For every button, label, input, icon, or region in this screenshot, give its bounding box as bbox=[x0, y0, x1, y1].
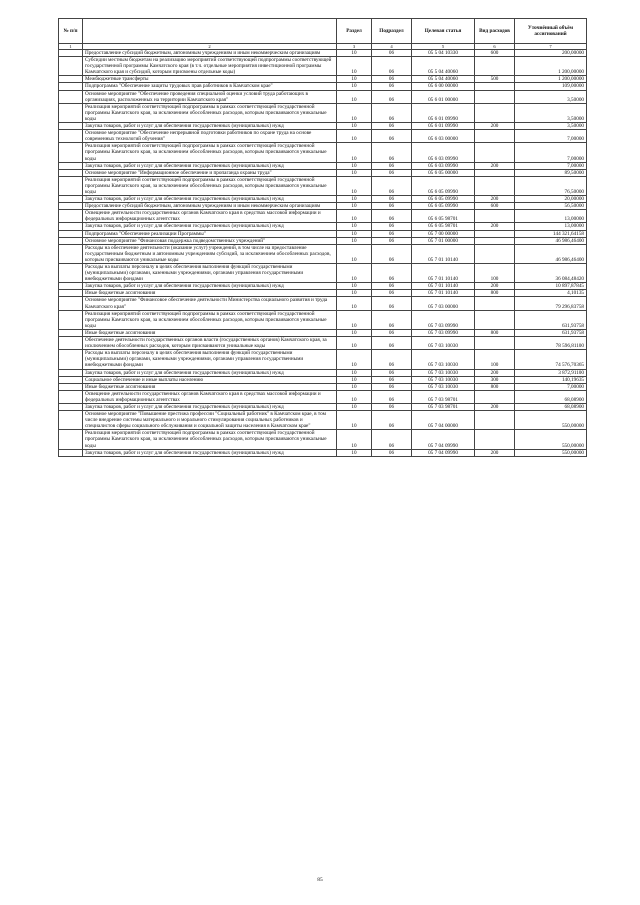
row-razdel: 10 bbox=[337, 210, 372, 223]
row-podrazdel: 06 bbox=[372, 290, 412, 297]
row-statya: 05 6 03 09990 bbox=[412, 143, 475, 162]
row-razdel: 10 bbox=[337, 244, 372, 263]
row-razdel: 10 bbox=[337, 123, 372, 130]
row-number bbox=[59, 83, 83, 90]
table-row bbox=[59, 329, 587, 336]
column-index: 1 bbox=[59, 44, 83, 50]
row-amount: 74 576,70365 bbox=[515, 350, 587, 369]
row-razdel: 10 bbox=[337, 130, 372, 143]
row-name: Основное мероприятие "Финансовое обеспечение деятельности Министерства социального развития и труда Камчатского края" bbox=[83, 297, 337, 310]
row-razdel: 10 bbox=[337, 169, 372, 176]
table-row bbox=[59, 337, 587, 350]
row-name: Освещение деятельности государственных органов Камчатского края в средствах массовой информации и федеральных информационных агентствах bbox=[83, 390, 337, 403]
row-number bbox=[59, 210, 83, 223]
row-statya: 05 6 00 00000 bbox=[412, 83, 475, 90]
table-row bbox=[59, 369, 587, 376]
row-number bbox=[59, 383, 83, 390]
row-podrazdel: 06 bbox=[372, 411, 412, 430]
row-podrazdel: 06 bbox=[372, 83, 412, 90]
row-razdel: 10 bbox=[337, 203, 372, 210]
row-amount: 4,10135 bbox=[515, 290, 587, 297]
table-row bbox=[59, 230, 587, 237]
row-number bbox=[59, 237, 83, 244]
row-razdel: 10 bbox=[337, 264, 372, 283]
row-amount: 46 986,46400 bbox=[515, 244, 587, 263]
row-statya: 05 7 01 10140 bbox=[412, 244, 475, 263]
row-podrazdel: 06 bbox=[372, 383, 412, 390]
row-razdel: 10 bbox=[337, 350, 372, 369]
table-row bbox=[59, 290, 587, 297]
table-row bbox=[59, 196, 587, 203]
row-razdel: 10 bbox=[337, 83, 372, 90]
table-row bbox=[59, 123, 587, 130]
row-vid: 100 bbox=[475, 264, 515, 283]
row-vid: 800 bbox=[475, 290, 515, 297]
table-row bbox=[59, 264, 587, 283]
row-vid: 800 bbox=[475, 383, 515, 390]
row-razdel: 10 bbox=[337, 411, 372, 430]
row-vid: 200 bbox=[475, 223, 515, 230]
row-number bbox=[59, 350, 83, 369]
row-vid: 800 bbox=[475, 329, 515, 336]
header-razdel: Раздел bbox=[337, 19, 372, 44]
row-statya: 05 7 03 10030 bbox=[412, 369, 475, 376]
row-statya: 05 7 04 09990 bbox=[412, 449, 475, 456]
table-row bbox=[59, 390, 587, 403]
row-name: Субсидии местным бюджетам на реализацию мероприятий соответствующей подпрограммы соответствующей государственной программы Камчатского края (в т.ч. отдельные мероприятия инвестиционной программы Камчатского края и субсидий, которым присвоены отдельные коды) bbox=[83, 57, 337, 76]
row-podrazdel: 06 bbox=[372, 350, 412, 369]
row-number bbox=[59, 290, 83, 297]
budget-sheet bbox=[58, 18, 586, 457]
row-razdel: 10 bbox=[337, 50, 372, 57]
row-vid: 200 bbox=[475, 283, 515, 290]
row-statya: 05 6 03 00000 bbox=[412, 130, 475, 143]
row-statya: 05 5 04 40060 bbox=[412, 57, 475, 76]
row-statya: 05 7 00 00000 bbox=[412, 230, 475, 237]
row-number bbox=[59, 223, 83, 230]
row-podrazdel: 06 bbox=[372, 162, 412, 169]
header-podrazdel: Подраздел bbox=[372, 19, 412, 44]
row-amount: 631,93758 bbox=[515, 310, 587, 329]
row-podrazdel: 06 bbox=[372, 143, 412, 162]
row-statya: 05 7 03 98701 bbox=[412, 390, 475, 403]
row-statya: 05 7 03 00000 bbox=[412, 297, 475, 310]
row-vid: 500 bbox=[475, 76, 515, 83]
row-statya: 05 7 04 00000 bbox=[412, 411, 475, 430]
row-razdel: 10 bbox=[337, 383, 372, 390]
row-vid: 200 bbox=[475, 162, 515, 169]
row-number bbox=[59, 50, 83, 57]
row-amount: 550,00000 bbox=[515, 449, 587, 456]
row-podrazdel: 06 bbox=[372, 123, 412, 130]
table-row bbox=[59, 383, 587, 390]
row-amount: 68,08900 bbox=[515, 390, 587, 403]
row-vid bbox=[475, 169, 515, 176]
row-number bbox=[59, 337, 83, 350]
row-vid bbox=[475, 297, 515, 310]
row-number bbox=[59, 329, 83, 336]
row-statya: 05 7 03 10030 bbox=[412, 383, 475, 390]
row-razdel: 10 bbox=[337, 390, 372, 403]
row-name: Расходы на обеспечение деятельности (оказание услуг) учреждений, в том числе на предоставление государственным бюджетным и автономным учреждениям субсидий, за исключением обособленных расходов, которым присваиваются уникальные коды bbox=[83, 244, 337, 263]
table-body bbox=[59, 50, 587, 457]
header-amount: Уточнённый объём ассигнований bbox=[515, 19, 587, 44]
table-row bbox=[59, 449, 587, 456]
row-name: Межбюджетные трансферты bbox=[83, 76, 337, 83]
table-row bbox=[59, 223, 587, 230]
row-podrazdel: 06 bbox=[372, 449, 412, 456]
table-row bbox=[59, 237, 587, 244]
row-podrazdel: 06 bbox=[372, 376, 412, 383]
row-name: Закупка товаров, работ и услуг для обеспечения государственных (муниципальных) нужд bbox=[83, 369, 337, 376]
column-index: 4 bbox=[372, 44, 412, 50]
row-amount: 631,93758 bbox=[515, 329, 587, 336]
row-vid bbox=[475, 230, 515, 237]
row-number bbox=[59, 244, 83, 263]
row-name: Иные бюджетные ассигнования bbox=[83, 329, 337, 336]
row-name: Реализация мероприятий соответствующей подпрограммы в рамках соответствующей государственной программы Камчатского края, за исключением обособленных расходов, которым присваиваются уникальные коды bbox=[83, 430, 337, 449]
row-vid bbox=[475, 310, 515, 329]
row-razdel: 10 bbox=[337, 329, 372, 336]
row-podrazdel: 06 bbox=[372, 337, 412, 350]
row-amount: 68,08900 bbox=[515, 403, 587, 410]
row-razdel: 10 bbox=[337, 162, 372, 169]
row-name: Обеспечение деятельности государственных органов власти (государственных органов) Камчатского края, за исключением обособленных расходов, которым присваиваются уникальные коды bbox=[83, 337, 337, 350]
header-row bbox=[59, 19, 587, 44]
row-number bbox=[59, 376, 83, 383]
header-statya: Целевая статья bbox=[412, 19, 475, 44]
row-vid bbox=[475, 390, 515, 403]
row-podrazdel: 06 bbox=[372, 390, 412, 403]
row-razdel: 10 bbox=[337, 310, 372, 329]
budget-table bbox=[58, 18, 587, 457]
row-podrazdel: 06 bbox=[372, 130, 412, 143]
row-name: Расходы на выплаты персоналу в целях обеспечения выполнения функций государственными (муниципальными) органами, казенными учреждениями, органами управления государственными внебюджетными фондами bbox=[83, 264, 337, 283]
row-statya: 05 6 05 00000 bbox=[412, 169, 475, 176]
row-amount: 550,00000 bbox=[515, 430, 587, 449]
row-statya: 05 7 01 10140 bbox=[412, 264, 475, 283]
row-podrazdel: 06 bbox=[372, 297, 412, 310]
row-podrazdel: 06 bbox=[372, 57, 412, 76]
row-podrazdel: 06 bbox=[372, 430, 412, 449]
row-number bbox=[59, 297, 83, 310]
column-index: 3 bbox=[337, 44, 372, 50]
row-number bbox=[59, 176, 83, 195]
row-name: Закупка товаров, работ и услуг для обеспечения государственных (муниципальных) нужд bbox=[83, 403, 337, 410]
table-row bbox=[59, 83, 587, 90]
table-row bbox=[59, 283, 587, 290]
row-statya: 05 7 04 09990 bbox=[412, 430, 475, 449]
header-vid: Вид расходов bbox=[475, 19, 515, 44]
row-number bbox=[59, 411, 83, 430]
row-amount: 109,00000 bbox=[515, 83, 587, 90]
row-amount: 200,00000 bbox=[515, 50, 587, 57]
table-row bbox=[59, 244, 587, 263]
row-amount: 3,50000 bbox=[515, 123, 587, 130]
row-podrazdel: 06 bbox=[372, 237, 412, 244]
row-number bbox=[59, 449, 83, 456]
table-row bbox=[59, 176, 587, 195]
row-amount: 144 321,64158 bbox=[515, 230, 587, 237]
row-number bbox=[59, 230, 83, 237]
row-amount: 76,50000 bbox=[515, 176, 587, 195]
row-number bbox=[59, 103, 83, 122]
row-podrazdel: 06 bbox=[372, 329, 412, 336]
row-statya: 05 7 01 00000 bbox=[412, 237, 475, 244]
row-vid: 600 bbox=[475, 50, 515, 57]
row-amount: 7,00000 bbox=[515, 130, 587, 143]
row-statya: 05 6 01 09990 bbox=[412, 103, 475, 122]
row-razdel: 10 bbox=[337, 369, 372, 376]
row-statya: 05 7 03 09990 bbox=[412, 310, 475, 329]
table-row bbox=[59, 403, 587, 410]
row-name: Закупка товаров, работ и услуг для обеспечения государственных (муниципальных) нужд bbox=[83, 123, 337, 130]
row-razdel: 10 bbox=[337, 297, 372, 310]
row-razdel: 10 bbox=[337, 449, 372, 456]
row-number bbox=[59, 369, 83, 376]
row-vid bbox=[475, 90, 515, 103]
row-vid: 100 bbox=[475, 350, 515, 369]
row-number bbox=[59, 310, 83, 329]
row-amount: 1 200,00000 bbox=[515, 57, 587, 76]
row-name: Освещение деятельности государственных органов Камчатского края в средствах массовой информации и федеральных информационных агентствах bbox=[83, 210, 337, 223]
row-vid bbox=[475, 103, 515, 122]
row-statya: 05 6 05 98701 bbox=[412, 210, 475, 223]
row-number bbox=[59, 403, 83, 410]
row-name: Закупка товаров, работ и услуг для обеспечения государственных (муниципальных) нужд bbox=[83, 449, 337, 456]
row-name: Реализация мероприятий соответствующей подпрограммы в рамках соответствующей государственной программы Камчатского края, за исключением обособленных расходов, которым присваиваются уникальные коды bbox=[83, 310, 337, 329]
column-index: 6 bbox=[475, 44, 515, 50]
row-podrazdel: 06 bbox=[372, 403, 412, 410]
row-razdel: 10 bbox=[337, 103, 372, 122]
table-row bbox=[59, 162, 587, 169]
row-name: Основное мероприятие "Обеспечение проведения специальной оценки условий труда работающих в организациях, расположенных на территории Камчатского края" bbox=[83, 90, 337, 103]
row-number bbox=[59, 169, 83, 176]
row-razdel: 10 bbox=[337, 337, 372, 350]
table-row bbox=[59, 50, 587, 57]
row-razdel: 10 bbox=[337, 237, 372, 244]
row-vid bbox=[475, 337, 515, 350]
row-razdel: 10 bbox=[337, 176, 372, 195]
table-row bbox=[59, 350, 587, 369]
row-amount: 79 296,83758 bbox=[515, 297, 587, 310]
table-row bbox=[59, 169, 587, 176]
row-vid bbox=[475, 176, 515, 195]
row-amount: 7,00000 bbox=[515, 383, 587, 390]
table-row bbox=[59, 411, 587, 430]
row-razdel: 10 bbox=[337, 76, 372, 83]
row-statya: 05 6 05 09990 bbox=[412, 203, 475, 210]
row-name: Закупка товаров, работ и услуг для обеспечения государственных (муниципальных) нужд bbox=[83, 223, 337, 230]
row-name: Предоставление субсидий бюджетным, автономным учреждениям и иным некоммерческим организациям bbox=[83, 50, 337, 57]
row-amount: 20,00000 bbox=[515, 196, 587, 203]
row-vid bbox=[475, 83, 515, 90]
row-amount: 7,00000 bbox=[515, 143, 587, 162]
row-vid bbox=[475, 237, 515, 244]
row-name: Закупка товаров, работ и услуг для обеспечения государственных (муниципальных) нужд bbox=[83, 196, 337, 203]
row-statya: 05 6 03 09990 bbox=[412, 162, 475, 169]
row-vid bbox=[475, 57, 515, 76]
row-vid: 200 bbox=[475, 123, 515, 130]
row-statya: 05 7 03 10030 bbox=[412, 376, 475, 383]
table-row bbox=[59, 130, 587, 143]
row-statya: 05 7 01 10140 bbox=[412, 283, 475, 290]
row-podrazdel: 06 bbox=[372, 310, 412, 329]
row-razdel: 10 bbox=[337, 290, 372, 297]
row-name: Подпрограмма "Обеспечение защиты трудовых прав работников в Камчатском крае" bbox=[83, 83, 337, 90]
row-statya: 05 7 03 98701 bbox=[412, 403, 475, 410]
table-row bbox=[59, 103, 587, 122]
row-number bbox=[59, 196, 83, 203]
row-statya: 05 5 04 10330 bbox=[412, 50, 475, 57]
row-podrazdel: 06 bbox=[372, 244, 412, 263]
column-index: 5 bbox=[412, 44, 475, 50]
row-amount: 3 872,91100 bbox=[515, 369, 587, 376]
row-razdel: 10 bbox=[337, 143, 372, 162]
row-amount: 1 200,00000 bbox=[515, 76, 587, 83]
row-statya: 05 6 05 09990 bbox=[412, 176, 475, 195]
row-name: Иные бюджетные ассигнования bbox=[83, 290, 337, 297]
row-vid bbox=[475, 210, 515, 223]
row-number bbox=[59, 90, 83, 103]
row-amount: 10 897,87845 bbox=[515, 283, 587, 290]
row-name: Предоставление субсидий бюджетным, автономным учреждениям и иным некоммерческим организациям bbox=[83, 203, 337, 210]
header-name bbox=[83, 19, 337, 44]
table-row bbox=[59, 210, 587, 223]
row-number bbox=[59, 283, 83, 290]
row-podrazdel: 06 bbox=[372, 176, 412, 195]
row-vid: 600 bbox=[475, 203, 515, 210]
row-statya: 05 5 04 40060 bbox=[412, 76, 475, 83]
row-podrazdel: 06 bbox=[372, 169, 412, 176]
table-row bbox=[59, 376, 587, 383]
table-row bbox=[59, 143, 587, 162]
row-amount: 3,50000 bbox=[515, 103, 587, 122]
row-name: Реализация мероприятий соответствующей подпрограммы в рамках соответствующей государственной программы Камчатского края, за исключением обособленных расходов, которым присваиваются уникальные коды bbox=[83, 103, 337, 122]
row-number bbox=[59, 76, 83, 83]
row-podrazdel: 06 bbox=[372, 90, 412, 103]
row-vid: 300 bbox=[475, 376, 515, 383]
row-razdel: 10 bbox=[337, 376, 372, 383]
page-number: 85 bbox=[317, 877, 323, 883]
table-row bbox=[59, 76, 587, 83]
row-name: Основное мероприятие "Информационное обеспечение и пропаганда охраны труда" bbox=[83, 169, 337, 176]
row-statya: 05 7 03 10030 bbox=[412, 337, 475, 350]
row-razdel: 10 bbox=[337, 57, 372, 76]
row-vid: 200 bbox=[475, 196, 515, 203]
row-razdel: 10 bbox=[337, 223, 372, 230]
table-row bbox=[59, 310, 587, 329]
row-name: Иные бюджетные ассигнования bbox=[83, 383, 337, 390]
row-podrazdel: 06 bbox=[372, 210, 412, 223]
row-amount: 550,00000 bbox=[515, 411, 587, 430]
row-number bbox=[59, 130, 83, 143]
column-index: 7 bbox=[515, 44, 587, 50]
row-vid bbox=[475, 130, 515, 143]
row-razdel: 10 bbox=[337, 230, 372, 237]
row-amount: 13,00000 bbox=[515, 223, 587, 230]
row-razdel: 10 bbox=[337, 430, 372, 449]
row-amount: 56,50000 bbox=[515, 203, 587, 210]
row-podrazdel: 06 bbox=[372, 203, 412, 210]
row-name: Основное мероприятие "Повышение престижа профессии "Социальный работник" в Камчатском крае, в том числе внедрение системы материального и морального стимулирования социальных работников и специалистов сферы социального обслуживания и социальной защиты населения в Камчатском крае" bbox=[83, 411, 337, 430]
row-number bbox=[59, 264, 83, 283]
row-name: Закупка товаров, работ и услуг для обеспечения государственных (муниципальных) нужд bbox=[83, 162, 337, 169]
row-statya: 05 7 03 09990 bbox=[412, 329, 475, 336]
row-statya: 05 6 05 09990 bbox=[412, 196, 475, 203]
row-razdel: 10 bbox=[337, 90, 372, 103]
row-podrazdel: 06 bbox=[372, 283, 412, 290]
row-name: Расходы на выплаты персоналу в целях обеспечения выполнения функций государственными (муниципальными) органами, казенными учреждениями, органами управления государственными внебюджетными фондами bbox=[83, 350, 337, 369]
row-amount: 78 596,81100 bbox=[515, 337, 587, 350]
row-number bbox=[59, 430, 83, 449]
row-vid bbox=[475, 411, 515, 430]
row-podrazdel: 06 bbox=[372, 230, 412, 237]
row-vid: 200 bbox=[475, 403, 515, 410]
row-vid: 200 bbox=[475, 449, 515, 456]
row-number bbox=[59, 390, 83, 403]
column-index: 2 bbox=[83, 44, 337, 50]
row-name: Основное мероприятие "Финансовая поддержка подведомственных учреждений" bbox=[83, 237, 337, 244]
row-statya: 05 7 01 10140 bbox=[412, 290, 475, 297]
row-name: Реализация мероприятий соответствующей подпрограммы в рамках соответствующей государственной программы Камчатского края, за исключением обособленных расходов, которым присваиваются уникальные коды bbox=[83, 143, 337, 162]
row-name: Основное мероприятие "Обеспечение непрерывной подготовки работников по охране труда на основе современных технологий обучения" bbox=[83, 130, 337, 143]
row-name: Социальное обеспечение и иные выплаты населению bbox=[83, 376, 337, 383]
row-podrazdel: 06 bbox=[372, 103, 412, 122]
row-podrazdel: 06 bbox=[372, 369, 412, 376]
row-podrazdel: 06 bbox=[372, 264, 412, 283]
table-row bbox=[59, 430, 587, 449]
row-number bbox=[59, 162, 83, 169]
row-vid: 200 bbox=[475, 369, 515, 376]
row-amount: 140,19635 bbox=[515, 376, 587, 383]
row-vid bbox=[475, 244, 515, 263]
row-number bbox=[59, 123, 83, 130]
row-number bbox=[59, 203, 83, 210]
row-amount: 46 986,46400 bbox=[515, 237, 587, 244]
row-amount: 7,00000 bbox=[515, 162, 587, 169]
table-row bbox=[59, 90, 587, 103]
row-number bbox=[59, 143, 83, 162]
row-razdel: 10 bbox=[337, 196, 372, 203]
row-statya: 05 6 01 09990 bbox=[412, 123, 475, 130]
row-number bbox=[59, 57, 83, 76]
row-razdel: 10 bbox=[337, 283, 372, 290]
row-podrazdel: 06 bbox=[372, 223, 412, 230]
row-statya: 05 6 01 00000 bbox=[412, 90, 475, 103]
row-name: Реализация мероприятий соответствующей подпрограммы в рамках соответствующей государственной программы Камчатского края, за исключением обособленных расходов, которым присваиваются уникальные коды bbox=[83, 176, 337, 195]
row-amount: 3,50000 bbox=[515, 90, 587, 103]
row-podrazdel: 06 bbox=[372, 76, 412, 83]
row-podrazdel: 06 bbox=[372, 50, 412, 57]
row-amount: 13,00000 bbox=[515, 210, 587, 223]
table-row bbox=[59, 297, 587, 310]
table-row bbox=[59, 203, 587, 210]
header-number: № п/п bbox=[59, 19, 83, 44]
row-name: Закупка товаров, работ и услуг для обеспечения государственных (муниципальных) нужд bbox=[83, 283, 337, 290]
row-name: Подпрограмма "Обеспечение реализации Программы" bbox=[83, 230, 337, 237]
row-amount: 36 084,48420 bbox=[515, 264, 587, 283]
row-razdel: 10 bbox=[337, 403, 372, 410]
row-podrazdel: 06 bbox=[372, 196, 412, 203]
row-statya: 05 6 05 98701 bbox=[412, 223, 475, 230]
row-statya: 05 7 03 10030 bbox=[412, 350, 475, 369]
row-amount: 89,50000 bbox=[515, 169, 587, 176]
row-vid bbox=[475, 143, 515, 162]
row-vid bbox=[475, 430, 515, 449]
table-row bbox=[59, 57, 587, 76]
